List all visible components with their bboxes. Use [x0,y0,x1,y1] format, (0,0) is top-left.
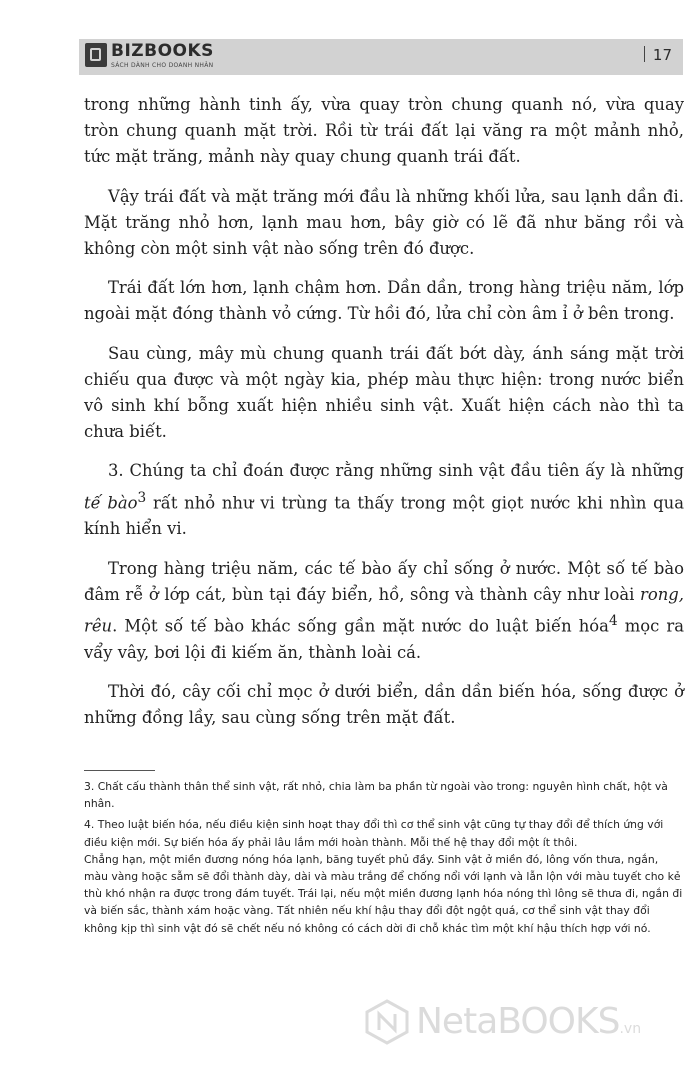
footnotes [84,778,684,941]
paragraph [84,556,684,666]
paragraph: Vậy trái đất và mặt trăng mới đầu là những khối lửa, sau lạnh dần đi. Mặt trăng nhỏ hơn, lạnh mau hơn, bây giờ có lẽ đã như băng rồi và không còn một sinh vật nào sống trên đó được. [84,186,684,259]
italic-term: rong, rêu [84,584,684,636]
paragraph-text: 3. Chúng ta chỉ đoán được rằng những sinh vật đầu tiên ấy là những [108,461,684,481]
paragraph-text: mọc ra vẩy vây, bơi lội đi kiếm ăn, thành loài cá. [84,616,685,662]
paragraph-text: Trong hàng triệu năm, các tế bào ấy chỉ sống ở nước. Một số tế bào đâm rễ ở lớp cát, bùn tại đáy biển, hồ, sông và thành cây như loài [84,558,684,604]
paragraph: trong những hành tinh ấy, vừa quay tròn chung quanh nó, vừa quay tròn chung quanh mặt trời. Rồi từ trái đất lại văng ra một mảnh nhỏ, tức mặt trăng, mảnh này quay chung quanh trái đất. [84,95,684,167]
paragraph [84,458,684,542]
footnote-ref: 4 [608,612,618,629]
netabooks-logo-icon [364,999,410,1045]
footnote-divider [84,770,155,771]
book-logo-icon [85,43,107,67]
italic-term: tế bào [84,493,138,513]
footnote-4-continued: Chẳng hạn, một miền đương nóng hóa lạnh, băng tuyết phủ đầy. Sinh vật ở miền đó, lông vốn thưa, ngắn, màu vàng hoặc sẫm sẽ đổi thành dày, dài và màu trắng để chống nổi với lạnh và lẫn lộn với màu tuyết cho kẻ thù khó nhận ra được trong đám tuyết. Trái lại, nếu một miền đương lạnh hóa nóng thì lông sẽ thưa đi, ngắn đi và biến sắc, thành xám hoặc vàng. Tất nhiên nếu khí hậu thay đổi đột ngột quá, cơ thể sinh vật thay đổi không kịp thì sinh vật đó sẽ chết nếu nó không có cách dời đi chỗ khác tìm một khí hậu thích hợp với nó. [84,852,683,935]
footnote-3: 3. Chất cấu thành thân thể sinh vật, rất nhỏ, chia làm ba phần từ ngoài vào trong: nguyên hình chất, hột và nhân. [84,780,668,811]
paragraph-text: . Một số tế bào khác sống gần mặt nước do luật biến hóa [112,616,609,636]
page-number: 17 [644,46,672,64]
paragraph-text: rất nhỏ như vi trùng ta thấy trong một giọt nước khi nhìn qua kính hiển vi. [84,493,684,539]
paragraph: Sau cùng, mây mù chung quanh trái đất bớt dày, ánh sáng mặt trời chiếu qua được và một ngày kia, phép màu thực hiện: trong nước biển vô sinh khí bỗng xuất hiện nhiều sinh vật. Xuất hiện cách nào thì ta chưa biết. [84,343,684,442]
paragraph: Thời đó, cây cối chỉ mọc ở dưới biển, dần dần biến hóa, sống được ở những đồng lầy, sau cùng sống trên mặt đất. [84,681,684,727]
watermark-brand: NetaBOOKS [416,1001,620,1042]
body-text [84,92,684,744]
watermark-suffix: .vn [619,1021,642,1037]
footnote-ref: 3 [137,489,147,506]
paragraph: Trái đất lớn hơn, lạnh chậm hơn. Dần dần, trong hàng triệu năm, lớp ngoài mặt đóng thành vỏ cứng. Từ hồi đó, lửa chỉ còn âm ỉ ở bên trong. [84,278,684,324]
footnote-4: 4. Theo luật biến hóa, nếu điều kiện sinh hoạt thay đổi thì cơ thể sinh vật cũng tự thay đổi để thích ứng với điều kiện mới. Sự biến hóa ấy phải lâu lắm mới hoàn thành. Mỗi thế hệ thay đổi một ít thôi. [84,818,664,849]
publisher-logo-name: BIZBOOKS [111,41,214,61]
publisher-tagline: SÁCH DÀNH CHO DOANH NHÂN [111,62,214,69]
watermark [364,995,689,1055]
watermark-text [416,1001,641,1042]
